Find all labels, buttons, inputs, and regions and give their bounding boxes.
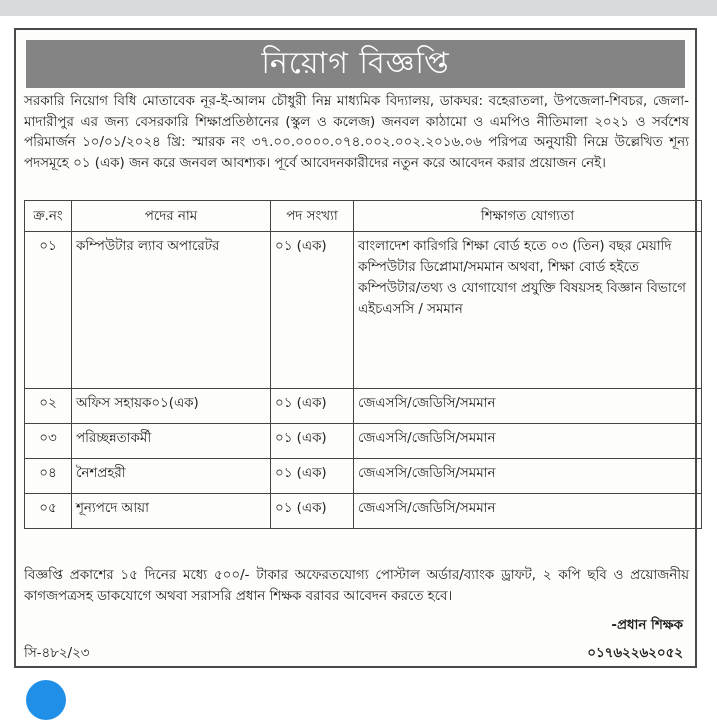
posts-table xyxy=(24,200,702,529)
reference-code: সি-৪৮২/২৩ xyxy=(24,646,90,661)
row-post-name: পরিচ্ছন্নতাকর্মী xyxy=(72,424,271,459)
table-row xyxy=(25,232,702,389)
row-post-count: ০১ (এক) xyxy=(271,459,354,494)
table-row xyxy=(25,389,702,424)
title-bar xyxy=(26,40,685,88)
application-instructions: বিজ্ঞপ্তি প্রকাশের ১৫ দিনের মধ্যে ৫০০/- টাকার অফেরতযোগ্য পোস্টাল অর্ডার/ব্যাংক ড্রাফট, ২ কপি ছবি ও প্রয়োজনীয় কাগজপত্রসহ ডাকযোগে অথবা সরাসরি প্রধান শিক্ষক বরাবর আবেদন করতে হবে। xyxy=(24,568,689,604)
row-post-name: কম্পিউটার ল্যাব অপারেটর xyxy=(72,232,271,389)
table-row xyxy=(25,459,702,494)
contact-phone: ০১৭৬২২৬২০৫২ xyxy=(587,646,683,661)
row-qualification: জেএসসি/জেডিসি/সমমান xyxy=(354,389,702,424)
row-qualification: জেএসসি/জেডিসি/সমমান xyxy=(354,494,702,529)
header-serial: ক্র.নং xyxy=(25,201,72,232)
header-post-count: পদ সংখ্যা xyxy=(271,201,354,232)
row-post-count: ০১ (এক) xyxy=(271,389,354,424)
row-qualification: বাংলাদেশ কারিগরি শিক্ষা বোর্ড হতে ০৩ (তিন) বছর মেয়াদি কম্পিউটার ডিপ্লোমা/সমমান অথবা, শিক্ষা বোর্ড হইতে কম্পিউটার/তথ্য ও যোগাযোগ প্রযুক্তি বিষয়সহ বিজ্ঞান বিভাগে এইচএসসি / সমমান xyxy=(354,232,702,389)
row-post-count: ০১ (এক) xyxy=(271,232,354,389)
row-post-count: ০১ (এক) xyxy=(271,424,354,459)
notice-title: নিয়োগ বিজ্ঞপ্তি xyxy=(261,45,450,81)
row-serial: ০২ xyxy=(25,389,72,424)
row-post-name: নৈশপ্রহরী xyxy=(72,459,271,494)
row-post-name: শূন্যপদে আয়া xyxy=(72,494,271,529)
blue-circle-icon xyxy=(26,680,66,720)
table-header-row xyxy=(25,201,702,232)
signature-head-teacher: -প্রধান শিক্ষক xyxy=(611,618,683,633)
table-row xyxy=(25,424,702,459)
row-serial: ০১ xyxy=(25,232,72,389)
row-serial: ০৫ xyxy=(25,494,72,529)
row-qualification: জেএসসি/জেডিসি/সমমান xyxy=(354,459,702,494)
table-row xyxy=(25,494,702,529)
top-strip xyxy=(0,0,717,16)
header-post-name: পদের নাম xyxy=(72,201,271,232)
row-post-name: অফিস সহায়ক০১(এক) xyxy=(72,389,271,424)
header-qualification: শিক্ষাগত যোগ্যতা xyxy=(354,201,702,232)
row-serial: ০৪ xyxy=(25,459,72,494)
row-qualification: জেএসসি/জেডিসি/সমমান xyxy=(354,424,702,459)
intro-paragraph: সরকারি নিয়োগ বিধি মোতাবেক নূর-ই-আলম চৌধুরী নিম্ন মাধ্যমিক বিদ্যালয়, ডাকঘর: বহেরাতলা, উপজেলা-শিবচর, জেলা-মাদারীপুর এর জন্য বেসরকারি শিক্ষাপ্রতিষ্ঠানের (স্কুল ও কলেজ) জনবল কাঠামো ও এমপিও নীতিমালা ২০২১ ও সর্বশেষ পরিমার্জন ১০/০১/২০২৪ খ্রি: স্মারক নং ৩৭.০০.০০০০.০৭৪.০০২.০০২.২০১৬.০৬ পরিপত্র অনুযায়ী নিম্নে উল্লেখিত শূন্য পদসমূহে ০১ (এক) জন করে জনবল আবশ্যক। পূর্বে আবেদনকারীদের নতুন করে আবেদন করার প্রয়োজন নেই। xyxy=(24,94,689,171)
row-post-count: ০১ (এক) xyxy=(271,494,354,529)
job-notice xyxy=(14,28,697,668)
row-serial: ০৩ xyxy=(25,424,72,459)
